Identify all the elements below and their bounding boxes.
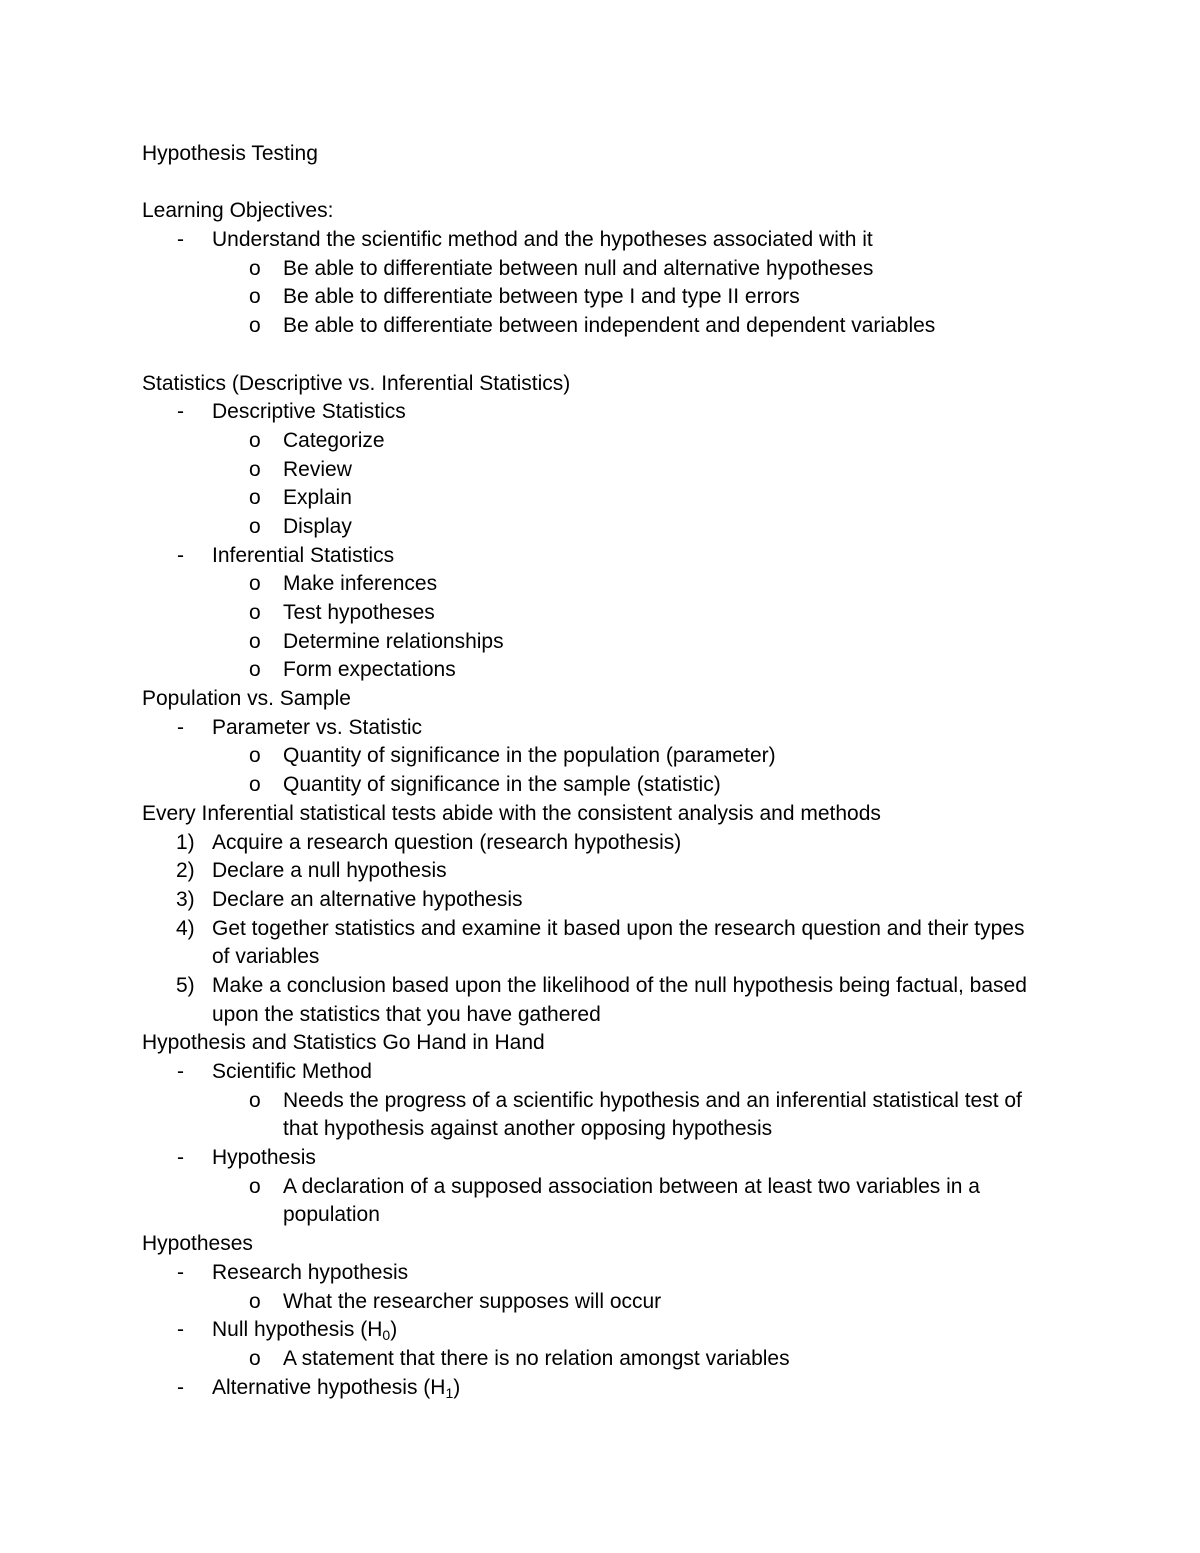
alternative-hypothesis-close: ): [453, 1375, 461, 1399]
hypotheses-heading: Hypotheses: [142, 1232, 253, 1256]
list-item: [142, 1288, 1062, 1317]
null-hypothesis-text: A statement that there is no relation amongst variables: [283, 1346, 790, 1370]
step-text: Make a conclusion based upon the likelihood of the null hypothesis being factual, based: [212, 973, 1027, 997]
list-item: [142, 771, 1062, 800]
objective-sub: Be able to differentiate between type I and type II errors: [283, 285, 800, 309]
descriptive-item: Review: [283, 457, 352, 481]
hand-in-hand-heading: Hypothesis and Statistics Go Hand in Hand: [142, 1031, 545, 1055]
inferential-item: Test hypotheses: [283, 601, 435, 624]
circle-marker: o: [249, 428, 261, 452]
list-item: [142, 226, 1062, 255]
dash-marker: -: [177, 543, 184, 567]
document-page: [142, 140, 1062, 1402]
scientific-method-label: Scientific Method: [212, 1060, 372, 1083]
objective-main: Understand the scientific method and the hypotheses associated with it: [212, 228, 873, 252]
inferential-item: Form expectations: [283, 658, 456, 682]
circle-marker: o: [249, 572, 261, 596]
dash-marker: -: [177, 1060, 184, 1083]
numbered-step: [142, 886, 1062, 915]
list-item: [142, 1144, 1062, 1173]
list-item: [142, 656, 1062, 685]
list-item: [142, 1345, 1062, 1374]
inferential-item: Determine relationships: [283, 629, 504, 653]
text-continuation: population: [283, 1203, 380, 1227]
list-item: [142, 1173, 1062, 1202]
step-number: 4): [176, 916, 195, 940]
alternative-hypothesis-label: [212, 1376, 460, 1399]
numbered-step: [142, 829, 1062, 858]
descriptive-item: Categorize: [283, 428, 385, 452]
circle-marker: o: [249, 285, 261, 309]
list-item: [142, 427, 1062, 456]
descriptive-item: Display: [283, 514, 352, 538]
step-number: 2): [176, 859, 195, 883]
list-item: [142, 1058, 1062, 1087]
list-item: [142, 542, 1062, 571]
inferential-tests-heading: Every Inferential statistical tests abide with the consistent analysis and methods: [142, 801, 881, 825]
step-number: 1): [176, 830, 195, 854]
population-item: Parameter vs. Statistic: [212, 715, 423, 739]
null-hypothesis-label-text: Null hypothesis (H: [212, 1318, 383, 1342]
spacer: [142, 341, 1062, 370]
circle-marker: o: [249, 1174, 261, 1198]
numbered-step: [142, 915, 1062, 944]
dash-marker: -: [177, 1146, 184, 1170]
population-heading: Population vs. Sample: [142, 687, 351, 711]
objective-sub: Be able to differentiate between null and alternative hypotheses: [283, 256, 874, 280]
objective-sub: Be able to differentiate between independent and dependent variables: [283, 314, 936, 338]
circle-marker: o: [249, 629, 261, 653]
list-item: [142, 312, 1062, 341]
descriptive-label: Descriptive Statistics: [212, 400, 406, 424]
list-item: [142, 398, 1062, 427]
list-item: [142, 714, 1062, 743]
circle-marker: o: [249, 658, 261, 682]
list-item: [142, 484, 1062, 513]
list-item: [142, 513, 1062, 542]
dash-marker: -: [177, 1375, 184, 1399]
scientific-method-text: Needs the progress of a scientific hypothesis and an inferential statistical test of: [283, 1088, 1022, 1112]
circle-marker: o: [249, 256, 261, 280]
null-hypothesis-close: ): [390, 1318, 398, 1342]
step-text: Declare an alternative hypothesis: [212, 887, 523, 911]
dash-marker: -: [177, 1260, 184, 1284]
null-hypothesis-label: [212, 1318, 398, 1344]
list-item: [142, 255, 1062, 284]
objectives-heading: Learning Objectives:: [142, 199, 334, 223]
numbered-step: [142, 857, 1062, 886]
alternative-hypothesis-label-text: Alternative hypothesis (H: [212, 1375, 446, 1399]
step-continuation: upon the statistics that you have gathered: [212, 1002, 601, 1026]
dash-marker: -: [177, 400, 184, 424]
alternative-hypothesis-subscript: 1: [445, 1384, 454, 1401]
circle-marker: o: [249, 514, 261, 538]
document-title: Hypothesis Testing: [142, 142, 318, 165]
list-item: [142, 628, 1062, 657]
circle-marker: o: [249, 1346, 261, 1370]
population-sub: Quantity of significance in the population (parameter): [283, 744, 776, 768]
circle-marker: o: [249, 744, 261, 768]
step-text: Declare a null hypothesis: [212, 859, 447, 883]
circle-marker: o: [249, 601, 261, 624]
descriptive-item: Explain: [283, 486, 352, 510]
hypothesis-text: A declaration of a supposed association between at least two variables in a: [283, 1174, 980, 1198]
hypothesis-label: Hypothesis: [212, 1146, 316, 1170]
circle-marker: o: [249, 1289, 261, 1313]
circle-marker: o: [249, 1088, 261, 1112]
spacer: [142, 169, 1062, 198]
population-sub: Quantity of significance in the sample (statistic): [283, 773, 721, 797]
list-item: [142, 1316, 1062, 1345]
circle-marker: o: [249, 457, 261, 481]
circle-marker: o: [249, 773, 261, 797]
list-item: [142, 742, 1062, 771]
circle-marker: o: [249, 314, 261, 338]
list-item: [142, 283, 1062, 312]
step-text: Get together statistics and examine it based upon the research question and their types: [212, 916, 1025, 940]
list-item: [142, 456, 1062, 485]
list-item: [142, 570, 1062, 599]
dash-marker: -: [177, 715, 184, 739]
research-hypothesis-text: What the researcher supposes will occur: [283, 1289, 662, 1313]
step-continuation: of variables: [212, 945, 320, 969]
list-item: [142, 599, 1062, 628]
inferential-item: Make inferences: [283, 572, 438, 596]
step-number: 3): [176, 887, 195, 911]
research-hypothesis-label: Research hypothesis: [212, 1260, 409, 1284]
step-number: 5): [176, 973, 195, 997]
inferential-label: Inferential Statistics: [212, 543, 395, 567]
circle-marker: o: [249, 486, 261, 510]
list-item: [142, 1087, 1062, 1116]
numbered-step: [142, 972, 1062, 1001]
step-text: Acquire a research question (research hypothesis): [212, 830, 682, 854]
text-continuation: that hypothesis against another opposing hypothesis: [283, 1117, 773, 1141]
null-hypothesis-subscript: 0: [382, 1327, 391, 1344]
list-item: [142, 1374, 1062, 1403]
dash-marker: -: [177, 228, 184, 252]
list-item: [142, 1259, 1062, 1288]
statistics-heading: Statistics (Descriptive vs. Inferential Statistics): [142, 371, 571, 395]
dash-marker: -: [177, 1318, 184, 1342]
